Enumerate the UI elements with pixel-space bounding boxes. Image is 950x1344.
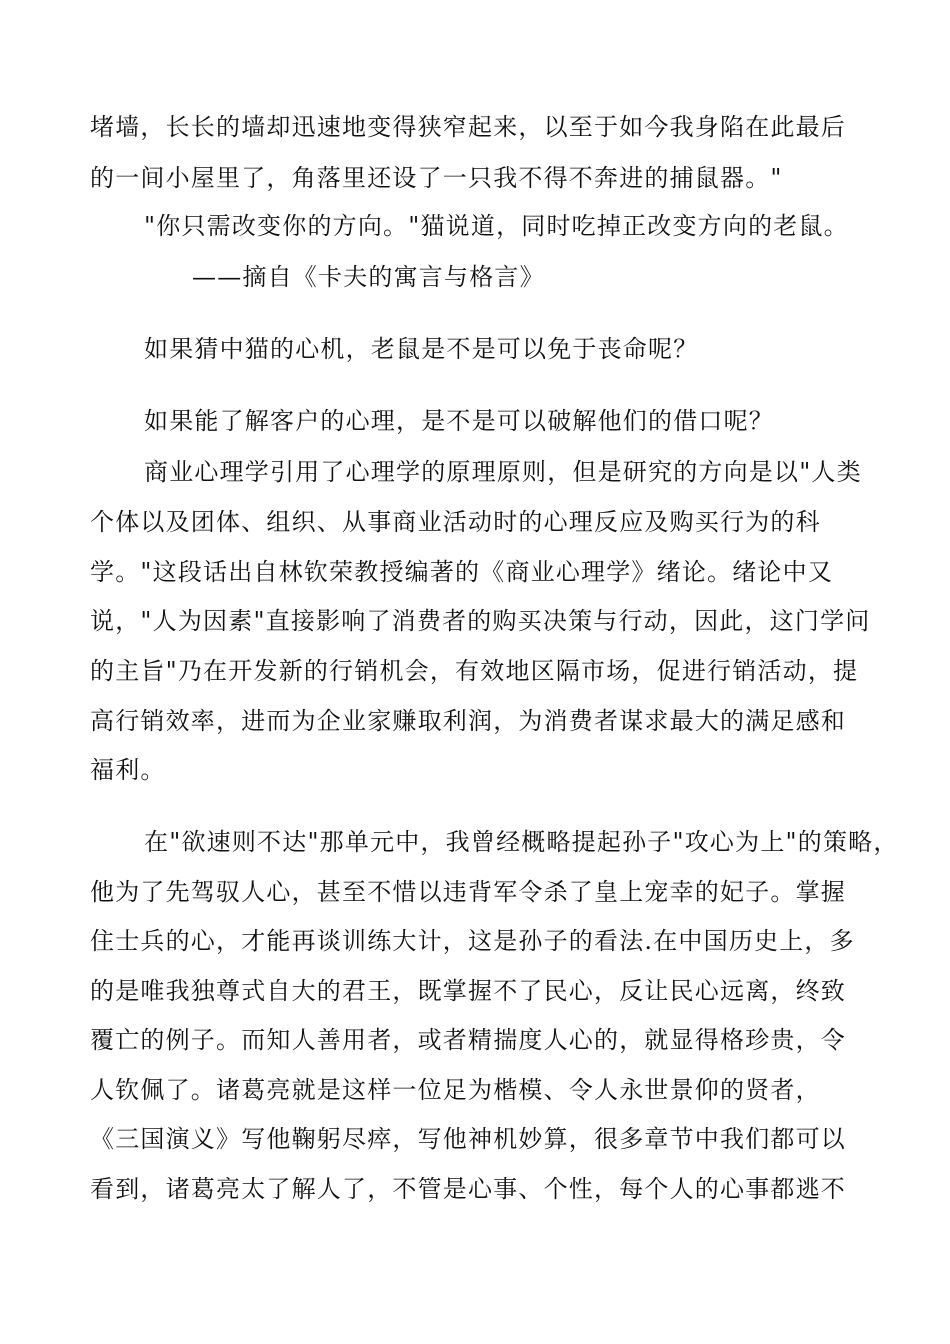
text-line: 如果能了解客户的心理，是不是可以破解他们的借口呢？: [144, 407, 774, 435]
text-line: 如果猜中猫的心机，老鼠是不是可以免于丧命呢？: [144, 335, 699, 363]
text-line: 《三国演义》写他鞠躬尽瘁，写他神机妙算，很多章节中我们都可以: [90, 1125, 846, 1153]
text-line: 看到，诸葛亮太了解人了，不管是心事、个性，每个人的心事都逃不: [90, 1175, 846, 1203]
text-line: 说，"人为因素"直接影响了消费者的购买决策与行动，因此，这门学问: [90, 607, 871, 635]
text-line: 他为了先驾驭人心，甚至不惜以违背军令杀了皇上宠幸的妃子。掌握: [90, 878, 846, 906]
text-line: 福利。: [90, 756, 166, 784]
text-line: "你只需改变你的方向。"猫说道，同时吃掉正改变方向的老鼠。: [144, 212, 849, 240]
source-attribution: ——摘自《卡夫的寓言与格言》: [192, 263, 545, 291]
text-line: 的一间小屋里了，角落里还设了一只我不得不奔进的捕鼠器。": [90, 164, 783, 192]
text-line: 住士兵的心，才能再谈训练大计，这是孙子的看法.在中国历史上，多: [90, 927, 855, 955]
text-line: 的主旨"乃在开发新的行销机会，有效地区隔市场，促进行销活动，提: [90, 657, 859, 685]
text-line: 覆亡的例子。而知人善用者，或者精揣度人心的，就显得格珍贵，令: [90, 1026, 846, 1054]
text-line: 个体以及团体、组织、从事商业活动时的心理反应及购买行为的科: [90, 508, 821, 536]
text-line: 的是唯我独尊式自大的君王，既掌握不了民心，反让民心远离，终致: [90, 977, 846, 1005]
text-line: 高行销效率，进而为企业家赚取利润，为消费者谋求最大的满足感和: [90, 707, 846, 735]
text-line: 人钦佩了。诸葛亮就是这样一位足为楷模、令人永世景仰的贤者，: [90, 1076, 821, 1104]
text-line: 商业心理学引用了心理学的原理原则，但是研究的方向是以"人类: [144, 458, 862, 486]
text-line: 在"欲速则不达"那单元中，我曾经概略提起孙子"攻心为上"的策略，: [144, 828, 899, 856]
text-line: 堵墙，长长的墙却迅速地变得狭窄起来，以至于如今我身陷在此最后: [90, 113, 846, 141]
text-line: 学。"这段话出自林钦荣教授编著的《商业心理学》绪论。绪论中又: [90, 558, 834, 586]
